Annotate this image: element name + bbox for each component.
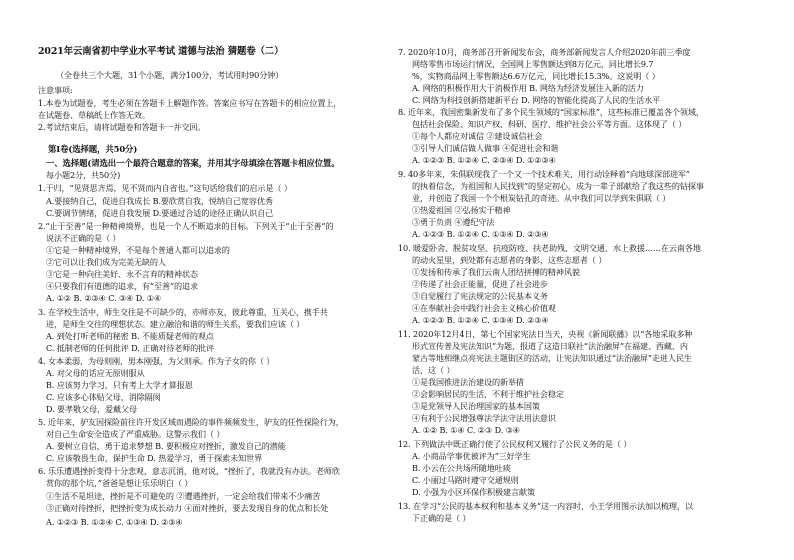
left-line-28: 5. 近年来，驴友因探险前往许开发区域而遇险的事件频频发生，驴友的任性探险行为， [38, 417, 344, 427]
left-line-18: A. ①② B. ②③④ C. ③④ D. ①④ [46, 293, 162, 303]
left-line-30: A. 要树立自信，勇于追求梦想 B. 要积极应对挫折，激发自己的潜能 [46, 441, 286, 451]
right-line-3: A. 网络的积极作用大于消极作用 B. 网络为经济发展注入新的活力 [412, 83, 644, 93]
right-line-37: 13. 在学习“公民的基本权利和基本义务”这一内容时，小王学用图示法加以梳理，以 [398, 501, 693, 511]
right-line-34: B. 小云在公共场所随地吐痰 [412, 463, 511, 473]
left-line-10: A.要接纳自己，促进自我成长 B.要欣赏自我，悦纳自己宽容优秀 [46, 196, 273, 206]
right-line-2: %，实物商品网上零售额达6.6万亿元，同比增长15.3%。这说明（ ） [412, 71, 660, 81]
left-line-25: B. 应该努力学习，只有考上大学才算报恩 [46, 380, 193, 390]
right-line-9: A. ①②③ B. ①②④ C. ②③④ D. ①②③④ [412, 155, 556, 165]
right-line-8: ③引导人们诚信做人做事 ④促进社会和谐 [412, 143, 559, 153]
right-line-33: A. 小商品学事优被评为“三好学生 [412, 451, 531, 461]
left-line-24: A. 对父母的话应无原则服从 [46, 368, 145, 378]
left-line-13: 说法不正确的是（ ） [46, 233, 121, 243]
right-line-38: 下正确的是（ ） [412, 513, 471, 523]
left-line-34: ①生活不是坦途，挫折是不可避免的 ②遭遇挫折，一定会给我们带来不少痛苦 [46, 491, 321, 501]
left-line-27: D. 要孝敬父母，爱戴父母 [46, 404, 137, 414]
left-line-23: 4. 女本柔弱，为母则刚，男本刚强，为父则承。作为子女的你（ ） [38, 356, 275, 366]
right-line-13: ①热爱祖国 ②弘扬实干精神 [412, 205, 511, 215]
left-line-1: （全卷共三个大题，31个小题，满分100分，考试用时90分钟） [56, 70, 284, 80]
right-line-16: 10. 暖爱卧舍、脱贫攻坚、抗疫防疫、扶老助残、文明交通、水上救援……在云南各地 [398, 243, 701, 253]
right-line-17: 的动火星里，到处都有志愿者的身影，这些志愿者（ ） [412, 255, 607, 265]
right-line-22: A. ①②③ B. ①②④ C. ①③④ D. ②③④ [412, 315, 549, 325]
left-line-20: 进，是师生交往的理想状态。建立融洽和谐的师生关系，要我们应该（ ） [46, 319, 305, 329]
right-line-27: ①是我国推进法治建设的新举措 [412, 377, 524, 387]
right-line-24: 形式宣传普及宪法知识”为题，报道了这造日联社“法治融屏”在福建、西藏、内 [412, 341, 688, 351]
right-line-0: 7. 2020年10月，商务部召开新闻发布会，商务部新闻发言人介绍2020年前三季度 [398, 47, 691, 57]
left-line-0: 2021年云南省初中学业水平考试 道德与法治 猜题卷（二） [38, 46, 284, 57]
right-line-15: A. ①②③ B. ①②④ C. ①③④ D. ②③④ [412, 229, 549, 239]
left-line-12: 2.“止于至善”是一种精神境界，也是一个人不断追求的目标。下列关于“止于至善”的 [38, 221, 334, 231]
right-line-32: 12. 下列做法中既正确行使了公民权利又履行了公民义务的是（ ） [398, 439, 632, 449]
left-line-19: 3. 在学校生活中，师生交往是不可缺少的，亦师亦友，彼此尊重，互关心、携手共 [38, 307, 328, 317]
left-line-3: 1.本卷为试题卷，考生必须在答题卡上解题作答。答案应书写在答题卡的相应位置上， [38, 98, 342, 108]
left-line-14: ①它是一种精神境界，不是每个普通人都可以追求的 [46, 245, 230, 255]
right-line-31: A. ①② B. ①④ C. ②③ D. ③④ [412, 425, 520, 435]
left-line-26: C. 应该多心体贴父母，消除隔阂 [46, 392, 161, 402]
right-line-29: ③是党领导人民治理国家的基本国策 [412, 401, 540, 411]
left-line-35: ③正确对待挫折，把挫折变为成长动力 ④面对挫折，要去发现自身的优点和长处 [46, 503, 329, 513]
left-line-21: A. 到处打听老师的秘密 B. 不能质疑老师的观点 [46, 331, 214, 341]
right-line-25: 蒙古等地相继点亮宪法主题街区的活动，让宪法知识通过“法治融屏”走进人民生 [412, 353, 692, 363]
right-line-10: 9. 40多年来，朱俱联现我了一个又一个技术难关，用行动诠释着“向地球深部进军” [398, 169, 690, 179]
left-line-8: 每小题2分，共50分) [46, 170, 121, 180]
right-line-26: 活，这（ ） [412, 365, 455, 375]
right-line-12: 业，并创造了我国一个个根炭钻孔的奇迹。从中我们可以学到朱俱联（ ） [412, 193, 671, 203]
left-line-31: C. 应该敬畏生命，保护生命 D. 热爱学习，勇于探索未知世界 [46, 453, 263, 463]
right-line-20: ③自觉履行了宪法规定的公民基本义务 [412, 291, 548, 301]
left-line-36: A. ①②③ B. ①②④ C. ①③④ D. ②③④ [46, 517, 183, 527]
right-line-36: D. 小强为小区环保作积极建言献策 [412, 487, 535, 497]
right-line-28: ②会影响居民的生活，不利于维护社会稳定 [412, 389, 564, 399]
right-line-1: 网络零售市场运行情况，全国网上零售额达到8万亿元，同比增长9.7 [412, 59, 654, 69]
left-line-15: ②它可以让我们成为完美无缺的人 [46, 257, 166, 267]
right-line-21: ④在奉献社会中践行社会主义核心价值观 [412, 303, 556, 313]
left-line-17: ④只要我们有道德的追求，有“至善”的追求 [46, 281, 198, 291]
left-line-9: 1.于归，“见贤思齐焉，见不贤而内自省也。”这句话给我们的启示是（ ） [38, 183, 292, 193]
right-line-6: 包括社会保险、知识产权、科研、医疗、维护社会公平等方面。这体现了（ ） [412, 119, 687, 129]
right-line-5: 8. 近年来，我国密集新发布了多个民生领域的“国家标准”，这些标准已覆盖各个领域， [398, 107, 704, 117]
left-line-16: ③它是一种向往美好、永不言弃的精神状态 [46, 269, 198, 279]
left-line-6: 第Ⅰ卷(选择题，共50分) [48, 144, 138, 154]
left-line-22: C. 抵制老师的任何批评 D. 正确对待老师的批评 [46, 343, 215, 353]
left-line-4: 在试题卷、草稿纸上作答无效。 [38, 110, 150, 120]
right-line-4: C. 网络为科技创新搭建新平台 D. 网络的智能化提高了人民的生活水平 [412, 95, 661, 105]
left-line-5: 2.考试结束后，请将试题卷和答题卡一并交回。 [38, 122, 206, 132]
left-line-2: 注意事项: [38, 85, 73, 95]
left-line-7: 一、选择题(请选出一个最符合题意的答案，并用其字母填涂在答题卡相应位置。 [46, 158, 340, 168]
left-line-11: C.要调节情绪，促进自我发展 D.要通过合适的途径正确认识自己 [46, 208, 274, 218]
right-line-14: ③勇于负责 ④遵纪守法 [412, 217, 495, 227]
left-line-29: 对自己生命安全造成了严重威胁。这警示我们（ ） [46, 429, 225, 439]
right-line-7: ①每个人都应对诚信 ②建设诚信社会 [412, 131, 543, 141]
right-line-23: 11. 2020年12月4日，第七个国家宪法日当天，央视《新闻联播》以“各地采取多种 [398, 329, 693, 339]
right-line-19: ②传递了社会正能量，促进了社会进步 [412, 279, 548, 289]
right-line-35: C. 小丽过马路时遵守交通规则 [412, 475, 519, 485]
left-line-33: 赏你的那个坑，”爸爸是想让乐乐明白（ ） [46, 478, 193, 488]
right-line-30: ④有利于公民增强尊法学法守法用法意识 [412, 413, 556, 423]
right-line-18: ①发扬和传承了我们云南人团结拼搏的精神风貌 [412, 267, 580, 277]
left-line-32: 6. 乐乐遭遇挫折变得十分悲观，意志沉消，他对说，“挫折了，我就没有办法。老师欣 [38, 466, 340, 476]
right-line-11: 的执着信念，为祖国和人民找到”的坚定初心，成为一辈子部献给了我这些的钻探事 [412, 181, 704, 191]
